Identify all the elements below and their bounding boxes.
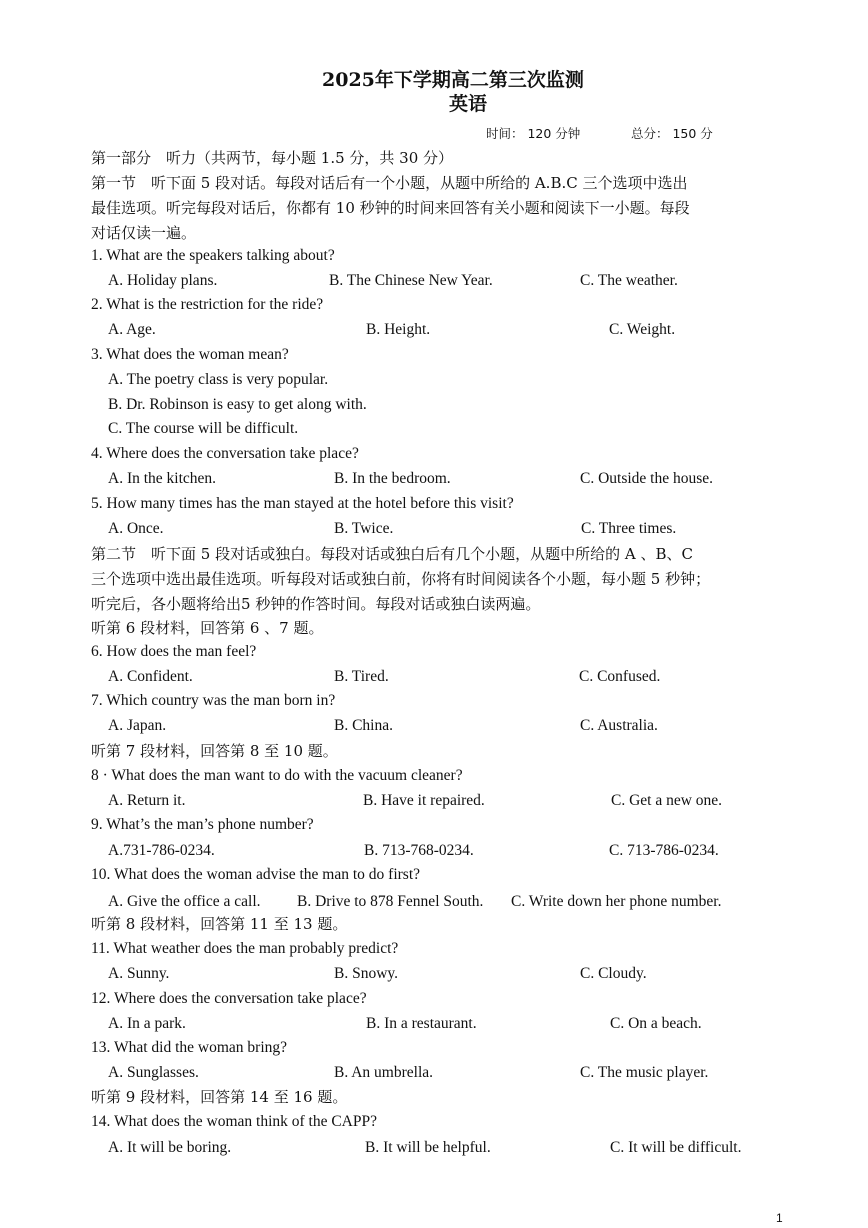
option-a: A. Japan. <box>108 717 167 734</box>
section2-line-3: 听完后，各小题将给出5 秒钟的作答时间。每段对话或独白读两遍。 <box>91 595 541 613</box>
question-stem: 4. Where does the conversation take place? <box>91 445 359 462</box>
option-b: B. China. <box>334 717 393 734</box>
option-b: B. Tired. <box>334 668 389 685</box>
exam-title: 2025年下学期高二第三次监测 <box>322 69 584 91</box>
section1-line-2: 最佳选项。听完每段对话后，你都有 10 秒钟的时间来回答有关小题和阅读下一小题。每段 <box>91 199 690 217</box>
question-stem: 8 · What does the man want to do with the vacuum cleaner? <box>91 767 463 784</box>
option-a: A.731-786-0234. <box>108 842 215 859</box>
option-a: A. It will be boring. <box>108 1139 232 1156</box>
material-8-heading: 听第 8 段材料，回答第 11 至 13 题。 <box>91 915 348 933</box>
question-stem: 10. What does the woman advise the man to do first? <box>91 866 421 883</box>
question-stem: 3. What does the woman mean? <box>91 346 289 363</box>
question-stem: 12. Where does the conversation take place? <box>91 990 367 1007</box>
subject-title: 英语 <box>449 93 488 115</box>
option-c: C. Confused. <box>579 668 661 685</box>
option-a: A. In a park. <box>108 1015 186 1032</box>
material-9-heading: 听第 9 段材料，回答第 14 至 16 题。 <box>91 1088 348 1106</box>
question-stem: 5. How many times has the man stayed at the hotel before this visit? <box>91 495 514 512</box>
option-c: C. Australia. <box>580 717 658 734</box>
section2-line-2: 三个选项中选出最佳选项。听每段对话或独白前，你将有时间阅读各个小题，每小题 5 秒钟； <box>91 570 711 588</box>
option-b: B. 713-768-0234. <box>364 842 474 859</box>
option-c: C. The weather. <box>580 272 678 289</box>
question-stem: 1. What are the speakers talking about? <box>91 247 335 264</box>
option-c: C. The music player. <box>580 1064 709 1081</box>
option-c: C. On a beach. <box>610 1015 702 1032</box>
option-a: A. Return it. <box>108 792 186 809</box>
question-stem: 14. What does the woman think of the CAPP? <box>91 1113 378 1130</box>
option-a: A. Holiday plans. <box>108 272 218 289</box>
material-7-heading: 听第 7 段材料，回答第 8 至 10 题。 <box>91 742 338 760</box>
option-b: B. In a restaurant. <box>366 1015 477 1032</box>
section1-line-3: 对话仅读一遍。 <box>91 224 197 242</box>
option-c: C. The course will be difficult. <box>108 420 299 437</box>
part1-heading: 第一部分 听力（共两节，每小题 1.5 分，共 30 分） <box>91 149 454 167</box>
option-c: C. Three times. <box>581 520 677 537</box>
section2-line-1: 第二节 听下面 5 段对话或独白。每段对话或独白后有几个小题，从题中所给的 A 、B、C <box>91 545 693 563</box>
option-c: C. 713-786-0234. <box>609 842 719 859</box>
section1-line-1: 第一节 听下面 5 段对话。每段对话后有一个小题，从题中所给的 A.B.C 三个选项中选出 <box>91 174 688 192</box>
option-b: B. It will be helpful. <box>365 1139 491 1156</box>
option-b: B. Twice. <box>334 520 394 537</box>
question-stem: 9. What’s the man’s phone number? <box>91 816 314 833</box>
option-c: C. Get a new one. <box>611 792 723 809</box>
question-stem: 7. Which country was the man born in? <box>91 692 336 709</box>
question-stem: 6. How does the man feel? <box>91 643 257 660</box>
material-6-heading: 听第 6 段材料，回答第 6 、7 题。 <box>91 619 324 637</box>
option-a: A. Sunny. <box>108 965 170 982</box>
question-stem: 13. What did the woman bring? <box>91 1039 288 1056</box>
option-b: B. Drive to 878 Fennel South. <box>297 893 484 910</box>
option-a: A. Once. <box>108 520 164 537</box>
option-b: B. The Chinese New Year. <box>329 272 493 289</box>
option-a: A. Confident. <box>108 668 193 685</box>
option-b: B. Dr. Robinson is easy to get along with. <box>108 396 367 413</box>
option-a: A. In the kitchen. <box>108 470 217 487</box>
option-a: A. The poetry class is very popular. <box>108 371 329 388</box>
page-number: 1 <box>776 1211 783 1225</box>
option-c: C. Cloudy. <box>580 965 647 982</box>
option-a: A. Give the office a call. <box>108 893 261 910</box>
option-a: A. Age. <box>108 321 156 338</box>
exam-total-score: 总分： 150 分 <box>631 126 713 141</box>
option-c: C. Weight. <box>609 321 676 338</box>
question-stem: 2. What is the restriction for the ride? <box>91 296 324 313</box>
option-c: C. Write down her phone number. <box>511 893 722 910</box>
option-b: B. In the bedroom. <box>334 470 451 487</box>
option-b: B. An umbrella. <box>334 1064 434 1081</box>
option-b: B. Snowy. <box>334 965 399 982</box>
option-a: A. Sunglasses. <box>108 1064 199 1081</box>
option-b: B. Have it repaired. <box>363 792 485 809</box>
option-c: C. Outside the house. <box>580 470 714 487</box>
option-c: C. It will be difficult. <box>610 1139 742 1156</box>
option-b: B. Height. <box>366 321 431 338</box>
question-stem: 11. What weather does the man probably predict? <box>91 940 399 957</box>
exam-time: 时间： 120 分钟 <box>486 126 581 141</box>
